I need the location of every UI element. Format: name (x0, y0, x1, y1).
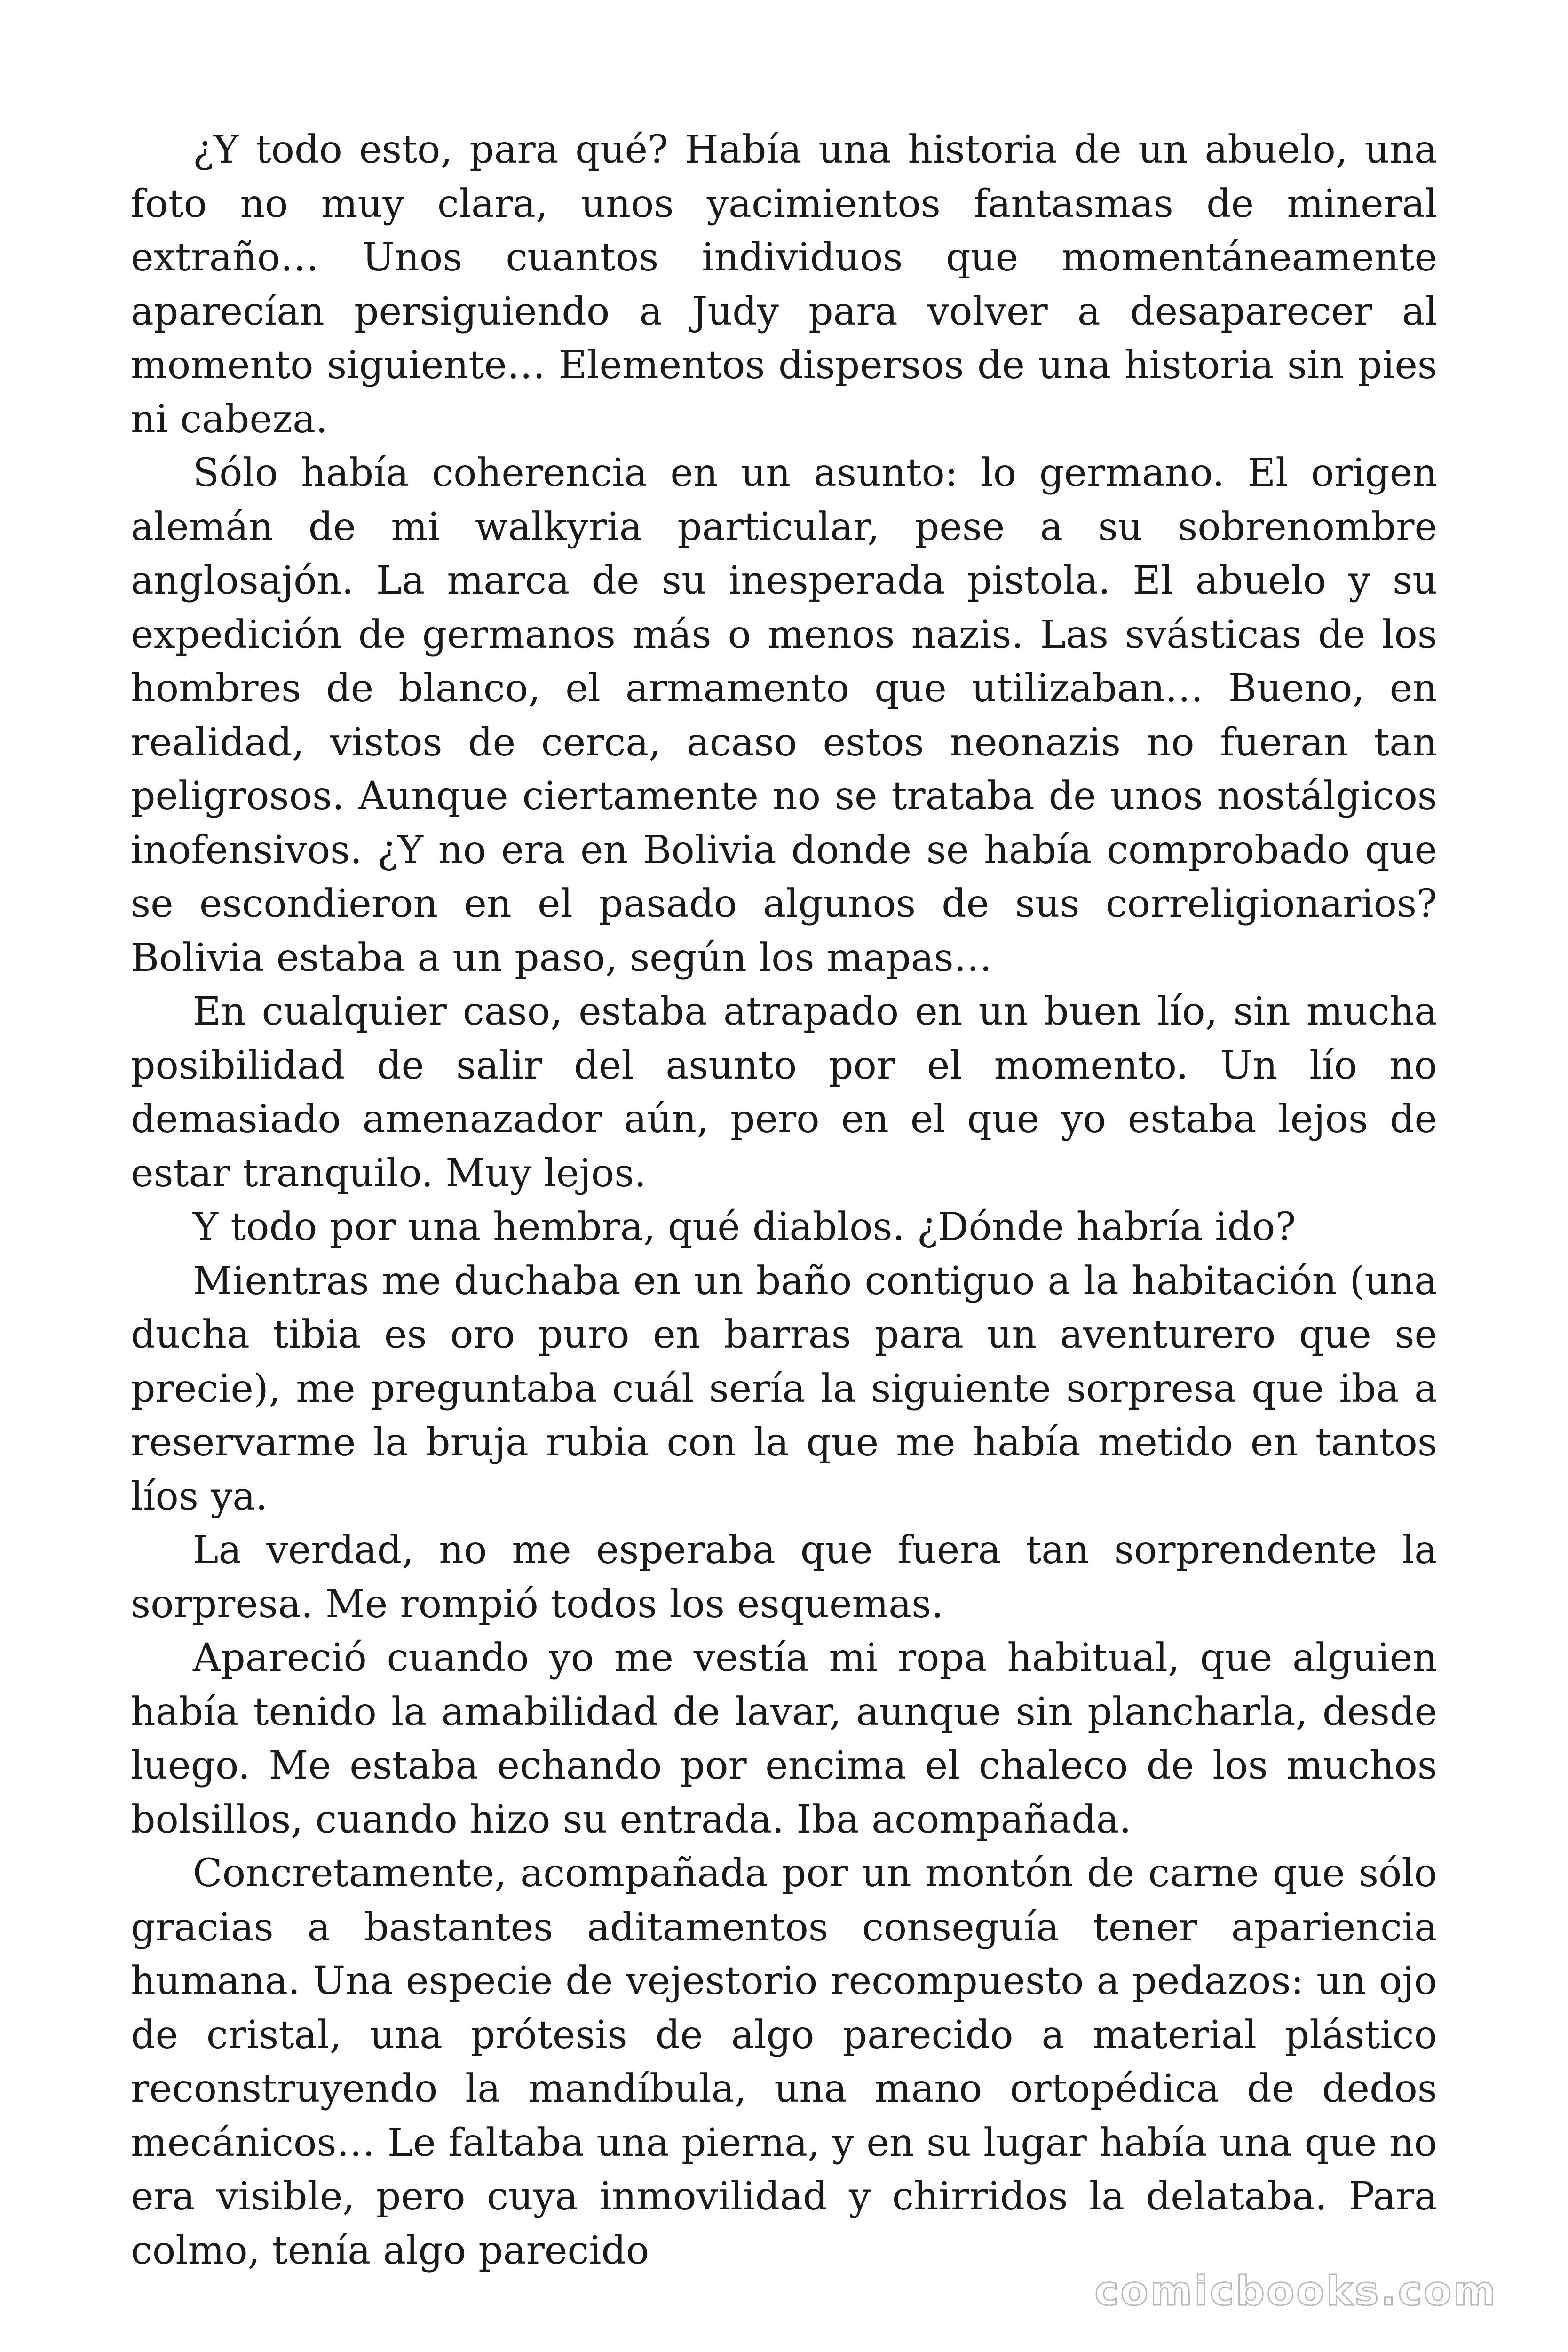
paragraph: Sólo había coherencia en un asunto: lo germano. El origen alemán de mi walkyria particular, pese a su sobrenombre anglosajón. La marca de su inesperada pistola. El abuelo y su expedición de germanos más o menos nazis. Las svásticas de los hombres de blanco, el armamento que utilizaban… Bueno, en realidad, vistos de cerca, acaso estos neonazis no fueran tan peligrosos. Aunque ciertamente no se trataba de unos nostálgicos inofensivos. ¿Y no era en Bolivia donde se había comprobado que se escondieron en el pasado algunos de sus correligionarios? Bolivia estaba a un paso, según los mapas… (131, 451, 1437, 980)
paragraph: Mientras me duchaba en un baño contiguo a la habitación (una ducha tibia es oro puro en barras para un aventurero que se precie), me preguntaba cuál sería la siguiente sorpresa que iba a reservarme la bruja rubia con la que me había metido en tantos líos ya. (131, 1258, 1437, 1519)
paragraph: La verdad, no me esperaba que fuera tan sorprendente la sorpresa. Me rompió todos los esquemas. (131, 1528, 1437, 1627)
paragraph: ¿Y todo esto, para qué? Había una historia de un abuelo, una foto no muy clara, unos yacimientos fantasmas de mineral extraño… Unos cuantos individuos que momentáneamente aparecían persiguiendo a Judy para volver a desaparecer al momento siguiente… Elementos dispersos de una historia sin pies ni cabeza. (131, 127, 1437, 442)
paragraph: Apareció cuando yo me vestía mi ropa habitual, que alguien había tenido la amabilidad de lavar, aunque sin plancharla, desde luego. Me estaba echando por encima el chaleco de los muchos bolsillos, cuando hizo su entrada. Iba acompañada. (131, 1636, 1437, 1842)
paragraph: Y todo por una hembra, qué diablos. ¿Dónde habría ido? (193, 1205, 1296, 1249)
site-watermark: comicbooks.com (1094, 2268, 1497, 2315)
paragraph: En cualquier caso, estaba atrapado en un buen lío, sin mucha posibilidad de salir del asunto por el momento. Un lío no demasiado amenazador aún, pero en el que yo estaba lejos de estar tranquilo. Muy lejos. (131, 989, 1437, 1196)
book-page-body (131, 123, 1437, 2278)
paragraph: Concretamente, acompañada por un montón de carne que sólo gracias a bastantes aditamentos conseguía tener apariencia humana. Una especie de vejestorio recompuesto a pedazos: un ojo de cristal, una prótesis de algo parecido a material plástico reconstruyendo la mandíbula, una mano ortopédica de dedos mecánicos… Le faltaba una pierna, y en su lugar había una que no era visible, pero cuya inmovilidad y chirridos la delataba. Para colmo, tenía algo parecido (131, 1851, 1437, 2273)
